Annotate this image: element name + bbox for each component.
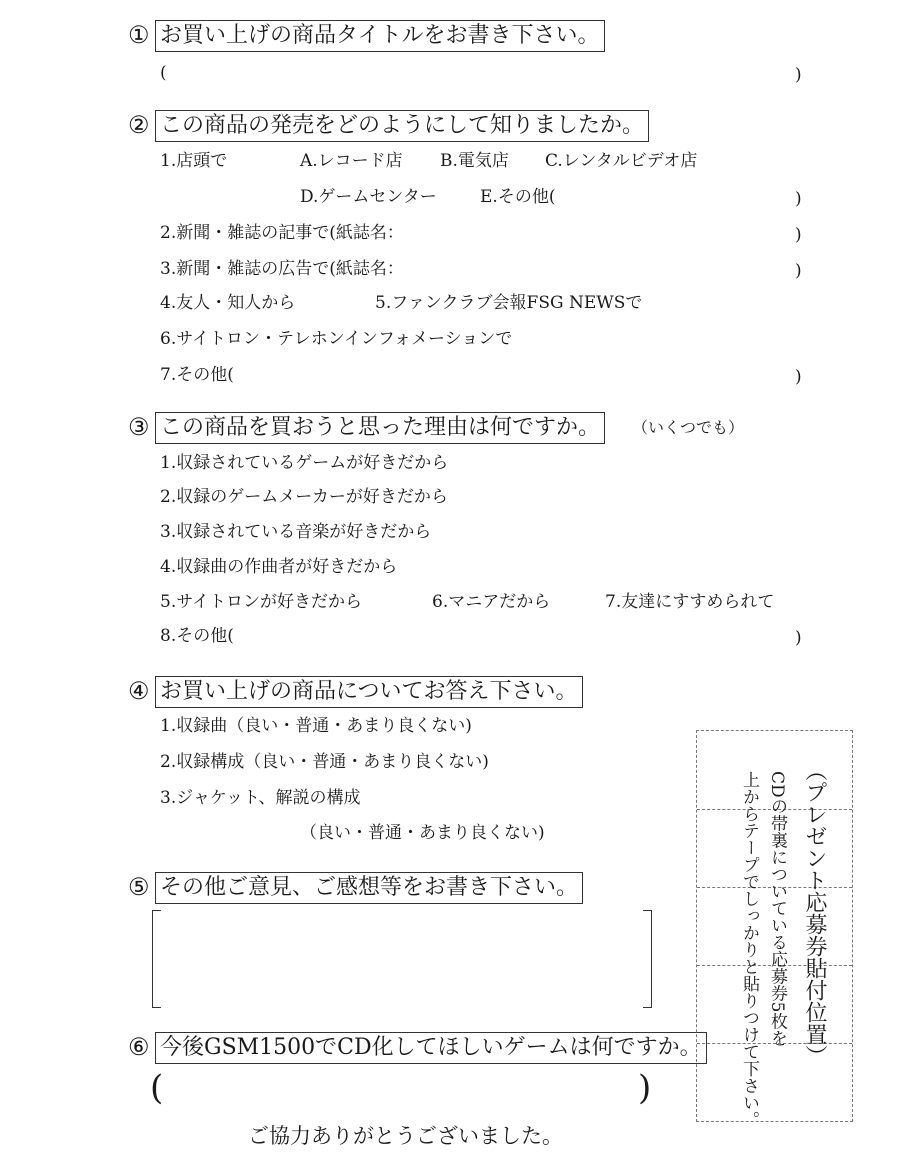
q2-option-6[interactable]: 6.サイトロン・テレホンインフォメーションで xyxy=(160,329,513,349)
coupon-paste-area xyxy=(696,730,853,1128)
q6-answer-field[interactable] xyxy=(172,1070,634,1106)
q2-option-1a[interactable]: A.レコード店 xyxy=(300,151,403,171)
q1-open-paren: ( xyxy=(160,63,167,83)
q3-option-8-close-paren: ) xyxy=(795,628,802,648)
q2-option-1c[interactable]: C.レンタルビデオ店 xyxy=(545,151,698,171)
q4-option-2[interactable]: 2.収録構成（良い・普通・あまり良くない) xyxy=(160,752,489,772)
thank-you-message: ご協力ありがとうございました。 xyxy=(248,1124,563,1148)
q5-title: その他ご意見、ご感想等をお書き下さい。 xyxy=(155,872,583,904)
q6-number: ⑥ xyxy=(128,1033,150,1061)
q3-option-4[interactable]: 4.収録曲の作曲者が好きだから xyxy=(160,557,398,577)
q5-left-bracket xyxy=(152,910,161,1008)
q3-option-6[interactable]: 6.マニアだから xyxy=(432,592,551,612)
q3-option-2[interactable]: 2.収録のゲームメーカーが好きだから xyxy=(160,487,448,507)
q2-title: この商品の発売をどのようにして知りましたか。 xyxy=(155,110,649,142)
q2-option-5[interactable]: 5.ファンクラブ会報FSG NEWSで xyxy=(375,293,643,313)
q2-option-1d[interactable]: D.ゲームセンター xyxy=(300,187,437,207)
q3-option-3[interactable]: 3.収録されている音楽が好きだから xyxy=(160,522,432,542)
q2-option-7[interactable]: 7.その他( xyxy=(160,365,234,385)
q2-option-3-close-paren: ) xyxy=(795,261,802,281)
q5-comment-field[interactable] xyxy=(152,910,652,1008)
q3-option-5[interactable]: 5.サイトロンが好きだから xyxy=(160,592,363,612)
q4-option-1[interactable]: 1.収録曲（良い・普通・あまり良くない) xyxy=(160,716,472,736)
q2-option-1[interactable]: 1.店頭で xyxy=(160,151,228,171)
q3-option-1[interactable]: 1.収録されているゲームが好きだから xyxy=(160,453,449,473)
coupon-instruction-2: 上からテープでしっかりと貼りつけて下さい。 xyxy=(739,771,759,1128)
q2-option-7-close-paren: ) xyxy=(795,367,802,387)
q3-number: ③ xyxy=(128,413,150,441)
q2-option-1e-close-paren: ) xyxy=(795,189,802,209)
coupon-area-title: （プレゼント応募券貼付位置） xyxy=(802,759,827,1067)
q1-number: ① xyxy=(128,21,150,49)
q2-option-1e[interactable]: E.その他( xyxy=(480,187,556,207)
q1-close-paren: ) xyxy=(795,65,802,85)
q4-option-3[interactable]: 3.ジャケット、解説の構成 xyxy=(160,788,361,808)
q2-option-2[interactable]: 2.新聞・雑誌の記事で(紙誌名： xyxy=(160,223,404,243)
q4-number: ④ xyxy=(128,677,150,705)
q3-title: この商品を買おうと思った理由は何ですか。 xyxy=(155,412,605,444)
q4-title: お買い上げの商品についてお答え下さい。 xyxy=(155,676,583,708)
q1-title: お買い上げの商品タイトルをお書き下さい。 xyxy=(155,20,605,52)
coupon-instruction-1: CDの帯裏についている応募券5枚を xyxy=(767,771,787,1047)
q6-close-paren: ) xyxy=(638,1068,652,1108)
q2-option-3[interactable]: 3.新聞・雑誌の広告で(紙誌名： xyxy=(160,259,404,279)
q6-open-paren: ( xyxy=(150,1068,164,1108)
q4-option-3-rating[interactable]: （良い・普通・あまり良くない) xyxy=(300,823,545,843)
q5-number: ⑤ xyxy=(128,873,150,901)
q2-option-4[interactable]: 4.友人・知人から xyxy=(160,293,296,313)
q3-multiple-note: （いくつでも） xyxy=(632,418,745,437)
q3-option-7[interactable]: 7.友達にすすめられて xyxy=(605,592,775,612)
q3-option-8[interactable]: 8.その他( xyxy=(160,626,234,646)
q5-right-bracket xyxy=(643,910,652,1008)
q2-number: ② xyxy=(128,111,150,139)
q2-option-2-close-paren: ) xyxy=(795,225,802,245)
q2-option-1b[interactable]: B.電気店 xyxy=(440,151,509,171)
q6-title: 今後GSM1500でCD化してほしいゲームは何ですか。 xyxy=(155,1032,707,1064)
q1-answer-field[interactable] xyxy=(175,58,790,86)
